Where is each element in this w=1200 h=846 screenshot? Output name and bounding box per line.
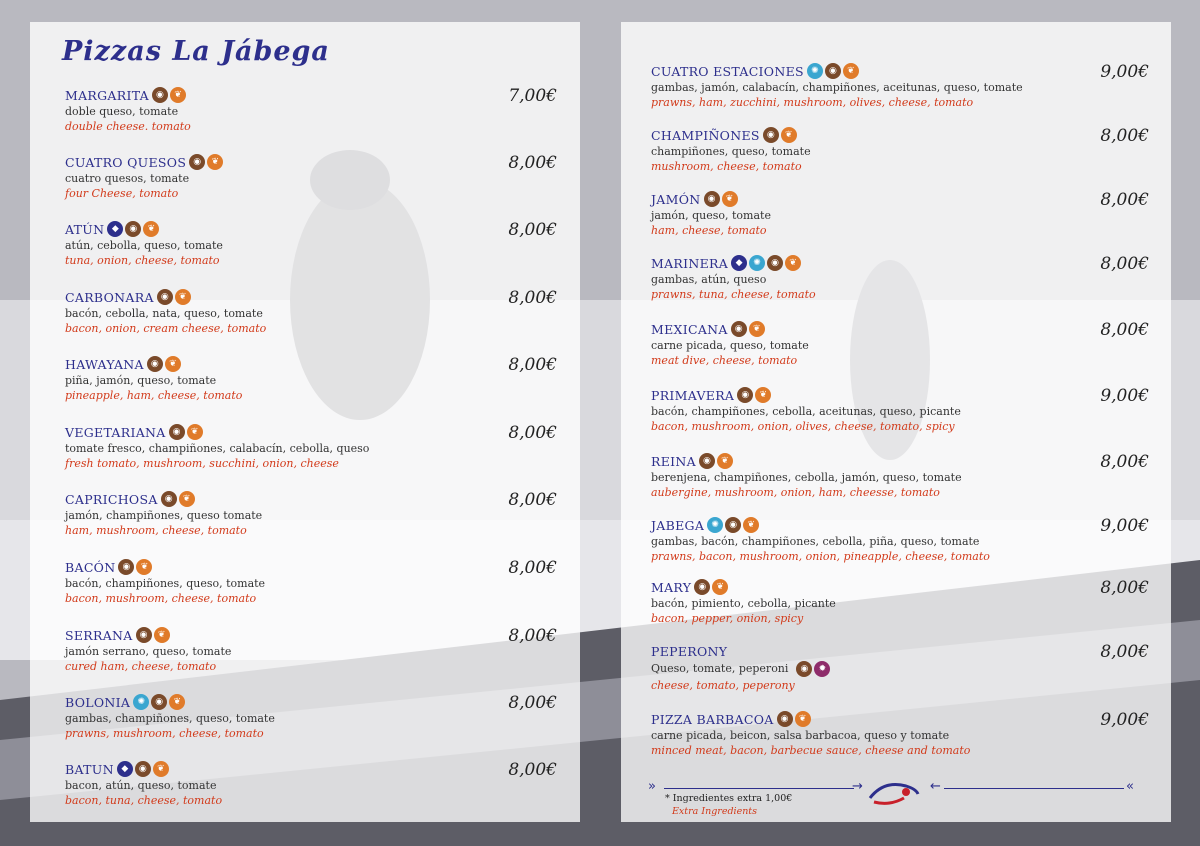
arrow-right-icon: → <box>852 779 863 794</box>
ingredient-icons <box>161 491 195 507</box>
ingredients-spanish <box>65 645 557 658</box>
ingredients-spanish-text: tomate fresco, champiñones, calabacín, cebolla, queso <box>65 442 370 455</box>
ingredients-spanish <box>65 779 557 792</box>
ingredients-spanish-text: cuatro quesos, tomate <box>65 172 190 185</box>
prawn-icon: ✺ <box>133 694 149 710</box>
menu-title: Pizzas La Jábega <box>62 36 330 67</box>
price: 8,00€ <box>508 693 557 713</box>
ingredients-spanish <box>651 273 1149 286</box>
ingredient-icons <box>152 87 186 103</box>
prawn-icon: ✺ <box>749 255 765 271</box>
menu-item-header <box>65 355 557 373</box>
ingredients-spanish-text: jamón, champiñones, queso tomate <box>65 509 263 522</box>
pizza-name: CHAMPIÑONES <box>651 127 760 143</box>
tomato-icon: ❦ <box>207 154 223 170</box>
pizza-name: MARY <box>651 579 692 595</box>
menu-item <box>651 190 1149 237</box>
menu-item-header <box>651 516 1149 534</box>
ingredient-icons <box>763 127 797 143</box>
price: 9,00€ <box>1100 710 1149 730</box>
pizza-name: REINA <box>651 453 696 469</box>
ingredients-english: bacon, tuna, cheese, tomato <box>65 794 223 807</box>
menu-item-header <box>65 760 557 778</box>
price: 9,00€ <box>1100 516 1149 536</box>
pizza-name: PRIMAVERA <box>651 387 735 403</box>
menu-item-header <box>651 254 1149 272</box>
menu-item-header <box>65 153 557 171</box>
ingredients-spanish <box>651 471 1149 484</box>
tomato-icon: ❦ <box>143 221 159 237</box>
menu-item <box>65 220 557 267</box>
menu-item <box>651 320 1149 367</box>
menu-item <box>651 254 1149 301</box>
cheese-icon: ◉ <box>189 154 205 170</box>
prawn-icon: ✺ <box>707 517 723 533</box>
pizza-name: PIZZA BARBACOA <box>651 711 774 727</box>
ingredients-spanish-text: Queso, tomate, peperoni <box>651 662 789 675</box>
cheese-icon: ◉ <box>704 191 720 207</box>
ingredients-spanish <box>65 374 557 387</box>
ingredient-icons <box>707 517 759 533</box>
menu-item <box>651 710 1149 757</box>
ingredients-spanish-text: atún, cebolla, queso, tomate <box>65 239 223 252</box>
ingredients-english: meat dive, cheese, tomato <box>651 354 798 367</box>
ingredients-spanish <box>65 239 557 252</box>
pizza-name: CUATRO QUESOS <box>65 154 187 170</box>
divider-line-left <box>664 788 854 789</box>
tomato-icon: ❦ <box>169 694 185 710</box>
pizza-name: CARBONARA <box>65 289 154 305</box>
ingredients-english: prawns, bacon, mushroom, onion, pineapple, cheese, tomato <box>651 550 990 563</box>
menu-item <box>651 642 1149 692</box>
menu-item <box>651 62 1149 109</box>
price: 8,00€ <box>508 490 557 510</box>
prawn-icon: ✺ <box>807 63 823 79</box>
menu-item <box>65 558 557 605</box>
ingredients-english: bacon, pepper, onion, spicy <box>651 612 804 625</box>
price: 8,00€ <box>1100 254 1149 274</box>
ingredient-icons <box>694 579 728 595</box>
pizza-name: JAMÓN <box>651 191 701 207</box>
tomato-icon: ❦ <box>187 424 203 440</box>
menu-item-header <box>65 423 557 441</box>
ingredients-english: four Cheese, tomato <box>65 187 179 200</box>
ingredient-icons <box>731 255 801 271</box>
ingredients-spanish-text: bacon, atún, queso, tomate <box>65 779 217 792</box>
tomato-icon: ❦ <box>749 321 765 337</box>
chevrons-right-icon: « <box>1126 779 1134 794</box>
price: 8,00€ <box>1100 190 1149 210</box>
ingredient-icons <box>737 387 771 403</box>
ingredient-icons <box>107 221 159 237</box>
restaurant-logo-icon <box>866 776 922 808</box>
ingredient-icons <box>704 191 738 207</box>
tomato-icon: ❦ <box>843 63 859 79</box>
ingredients-spanish <box>651 145 1149 158</box>
fish-icon: ◆ <box>107 221 123 237</box>
cheese-icon: ◉ <box>694 579 710 595</box>
menu-item <box>65 760 557 807</box>
ingredients-spanish-text: bacón, champiñones, cebolla, aceitunas, queso, picante <box>651 405 961 418</box>
price: 9,00€ <box>1100 62 1149 82</box>
ingredient-icons <box>133 694 185 710</box>
pizza-name: CAPRICHOSA <box>65 491 158 507</box>
menu-item-header <box>651 126 1149 144</box>
tomato-icon: ❦ <box>743 517 759 533</box>
tomato-icon: ❦ <box>136 559 152 575</box>
ingredients-english: double cheese. tomato <box>65 120 191 133</box>
ingredients-english: cured ham, cheese, tomato <box>65 660 217 673</box>
fish-icon: ◆ <box>117 761 133 777</box>
tomato-icon: ❦ <box>717 453 733 469</box>
menu-item-header <box>65 558 557 576</box>
ingredients-english: bacon, mushroom, cheese, tomato <box>65 592 257 605</box>
menu-item-header <box>65 693 557 711</box>
cheese-icon: ◉ <box>796 661 812 677</box>
pizza-name: ATÚN <box>65 221 105 237</box>
ingredient-icons <box>189 154 223 170</box>
menu-item <box>651 452 1149 499</box>
cheese-icon: ◉ <box>699 453 715 469</box>
ingredients-english: minced meat, bacon, barbecue sauce, cheese and tomato <box>651 744 971 757</box>
ingredients-spanish-text: jamón, queso, tomate <box>651 209 771 222</box>
ingredients-spanish <box>651 81 1149 94</box>
pizza-name: VEGETARIANA <box>65 424 166 440</box>
ingredients-spanish-text: gambas, atún, queso <box>651 273 767 286</box>
cheese-icon: ◉ <box>777 711 793 727</box>
menu-item-header <box>651 190 1149 208</box>
pizza-name: BATUN <box>65 761 114 777</box>
menu-item-header <box>65 220 557 238</box>
cheese-icon: ◉ <box>731 321 747 337</box>
price: 8,00€ <box>508 153 557 173</box>
tomato-icon: ❦ <box>722 191 738 207</box>
menu-item <box>65 355 557 402</box>
extra-ingredients-note: * Ingredientes extra 1,00€ <box>665 793 793 804</box>
pizza-name: BACÓN <box>65 559 116 575</box>
menu-item <box>65 626 557 673</box>
price: 8,00€ <box>1100 578 1149 598</box>
price: 8,00€ <box>508 558 557 578</box>
cheese-icon: ◉ <box>125 221 141 237</box>
ingredients-spanish <box>651 535 1149 548</box>
menu-item-header <box>65 86 557 104</box>
menu-item <box>651 578 1149 625</box>
ingredients-english: aubergine, mushroom, onion, ham, cheesse, tomato <box>651 486 940 499</box>
ingredient-icons <box>777 711 811 727</box>
ingredients-spanish-text: carne picada, queso, tomate <box>651 339 809 352</box>
ingredients-spanish-text: champiñones, queso, tomate <box>651 145 811 158</box>
tomato-icon: ❦ <box>153 761 169 777</box>
ingredient-icons <box>117 761 169 777</box>
cheese-icon: ◉ <box>725 517 741 533</box>
cheese-icon: ◉ <box>157 289 173 305</box>
menu-item <box>65 86 557 133</box>
ingredients-english: mushroom, cheese, tomato <box>651 160 802 173</box>
pizza-name: CUATRO ESTACIONES <box>651 63 804 79</box>
ingredients-english: prawns, ham, zucchini, mushroom, olives, cheese, tomato <box>651 96 974 109</box>
pizza-name: PEPERONY <box>651 643 728 659</box>
ingredient-icons <box>169 424 203 440</box>
ingredients-spanish <box>65 172 557 185</box>
ingredients-spanish <box>65 105 557 118</box>
ingredients-english: prawns, mushroom, cheese, tomato <box>65 727 264 740</box>
price: 9,00€ <box>1100 386 1149 406</box>
tomato-icon: ❦ <box>755 387 771 403</box>
ingredients-english: pineapple, ham, cheese, tomato <box>65 389 243 402</box>
ingredient-icons <box>136 627 170 643</box>
pizza-name: MARINERA <box>651 255 729 271</box>
ingredients-spanish <box>651 209 1149 222</box>
ingredients-spanish <box>65 577 557 590</box>
menu-item-header <box>651 578 1149 596</box>
pizza-name: BOLONIA <box>65 694 131 710</box>
ingredients-english: ham, cheese, tomato <box>651 224 767 237</box>
price: 8,00€ <box>1100 126 1149 146</box>
menu-item-header <box>65 490 557 508</box>
tomato-icon: ❦ <box>785 255 801 271</box>
menu-item <box>65 490 557 537</box>
spicy-icon: ✹ <box>814 661 830 677</box>
price: 8,00€ <box>508 288 557 308</box>
tomato-icon: ❦ <box>165 356 181 372</box>
ingredients-spanish <box>651 661 1149 677</box>
menu-item-header <box>651 452 1149 470</box>
ingredients-english: tuna, onion, cheese, tomato <box>65 254 220 267</box>
menu-item-header <box>651 320 1149 338</box>
ingredient-icons <box>731 321 765 337</box>
cheese-icon: ◉ <box>161 491 177 507</box>
price: 8,00€ <box>508 760 557 780</box>
ingredients-english: bacon, mushroom, onion, olives, cheese, tomato, spicy <box>651 420 955 433</box>
menu-item <box>65 288 557 335</box>
ingredients-spanish-text: carne picada, beicon, salsa barbacoa, queso y tomate <box>651 729 950 742</box>
ingredient-icons <box>796 661 830 677</box>
ingredient-icons <box>147 356 181 372</box>
menu-item-header <box>651 62 1149 80</box>
ingredients-spanish <box>65 307 557 320</box>
price: 8,00€ <box>1100 452 1149 472</box>
menu-item-header <box>651 710 1149 728</box>
ingredients-english: ham, mushroom, cheese, tomato <box>65 524 247 537</box>
ingredients-english: bacon, onion, cream cheese, tomato <box>65 322 267 335</box>
ingredient-icons <box>807 63 859 79</box>
pizza-name: HAWAYANA <box>65 356 144 372</box>
pizza-name: MARGARITA <box>65 87 149 103</box>
menu-item <box>65 153 557 200</box>
ingredients-spanish-text: bacón, cebolla, nata, queso, tomate <box>65 307 263 320</box>
menu-item-header <box>65 626 557 644</box>
ingredient-icons <box>699 453 733 469</box>
menu-item-header <box>651 386 1149 404</box>
ingredients-english: cheese, tomato, peperony <box>651 679 795 692</box>
cheese-icon: ◉ <box>147 356 163 372</box>
tomato-icon: ❦ <box>712 579 728 595</box>
tomato-icon: ❦ <box>154 627 170 643</box>
arrow-left-icon: ← <box>930 779 941 794</box>
ingredients-spanish-text: bacón, champiñones, queso, tomate <box>65 577 266 590</box>
ingredients-spanish-text: berenjena, champiñones, cebolla, jamón, queso, tomate <box>651 471 962 484</box>
price: 7,00€ <box>508 86 557 106</box>
pizza-name: MEXICANA <box>651 321 728 337</box>
ingredients-spanish-text: piña, jamón, queso, tomate <box>65 374 217 387</box>
price: 8,00€ <box>508 355 557 375</box>
chevrons-left-icon: » <box>648 779 656 794</box>
menu-item-header <box>65 288 557 306</box>
ingredients-spanish <box>65 509 557 522</box>
tomato-icon: ❦ <box>170 87 186 103</box>
ingredients-spanish <box>651 405 1149 418</box>
extra-ingredients-note-en: Extra Ingredients <box>672 806 758 817</box>
menu-item <box>651 516 1149 563</box>
cheese-icon: ◉ <box>118 559 134 575</box>
menu-item <box>651 386 1149 433</box>
tomato-icon: ❦ <box>175 289 191 305</box>
ingredients-spanish <box>65 442 557 455</box>
ingredients-english: prawns, tuna, cheese, tomato <box>651 288 816 301</box>
cheese-icon: ◉ <box>737 387 753 403</box>
ingredient-icons <box>157 289 191 305</box>
cheese-icon: ◉ <box>825 63 841 79</box>
divider-line-right <box>944 788 1124 789</box>
ingredients-spanish <box>651 339 1149 352</box>
ingredients-spanish <box>651 597 1149 610</box>
price: 8,00€ <box>508 220 557 240</box>
ingredients-spanish-text: jamón serrano, queso, tomate <box>65 645 232 658</box>
cheese-icon: ◉ <box>763 127 779 143</box>
cheese-icon: ◉ <box>135 761 151 777</box>
ingredients-spanish-text: gambas, bacón, champiñones, cebolla, piña, queso, tomate <box>651 535 980 548</box>
menu-item-header <box>651 642 1149 660</box>
price: 8,00€ <box>508 423 557 443</box>
cheese-icon: ◉ <box>151 694 167 710</box>
ingredients-spanish-text: doble queso, tomate <box>65 105 179 118</box>
pizza-name: JABEGA <box>651 517 705 533</box>
ingredients-spanish-text: gambas, jamón, calabacín, champiñones, aceitunas, queso, tomate <box>651 81 1023 94</box>
price: 8,00€ <box>1100 642 1149 662</box>
cheese-icon: ◉ <box>169 424 185 440</box>
cheese-icon: ◉ <box>136 627 152 643</box>
tomato-icon: ❦ <box>781 127 797 143</box>
cheese-icon: ◉ <box>152 87 168 103</box>
ingredients-spanish-text: gambas, champiñones, queso, tomate <box>65 712 275 725</box>
ingredients-spanish-text: bacón, pimiento, cebolla, picante <box>651 597 836 610</box>
pizza-name: SERRANA <box>65 627 133 643</box>
tomato-icon: ❦ <box>179 491 195 507</box>
cheese-icon: ◉ <box>767 255 783 271</box>
ingredients-english: fresh tomato, mushroom, succhini, onion, cheese <box>65 457 339 470</box>
tomato-icon: ❦ <box>795 711 811 727</box>
price: 8,00€ <box>1100 320 1149 340</box>
menu-item <box>65 693 557 740</box>
fish-icon: ◆ <box>731 255 747 271</box>
ingredient-icons <box>118 559 152 575</box>
price: 8,00€ <box>508 626 557 646</box>
ingredients-spanish <box>65 712 557 725</box>
menu-item <box>651 126 1149 173</box>
ingredients-spanish <box>651 729 1149 742</box>
menu-item <box>65 423 557 470</box>
